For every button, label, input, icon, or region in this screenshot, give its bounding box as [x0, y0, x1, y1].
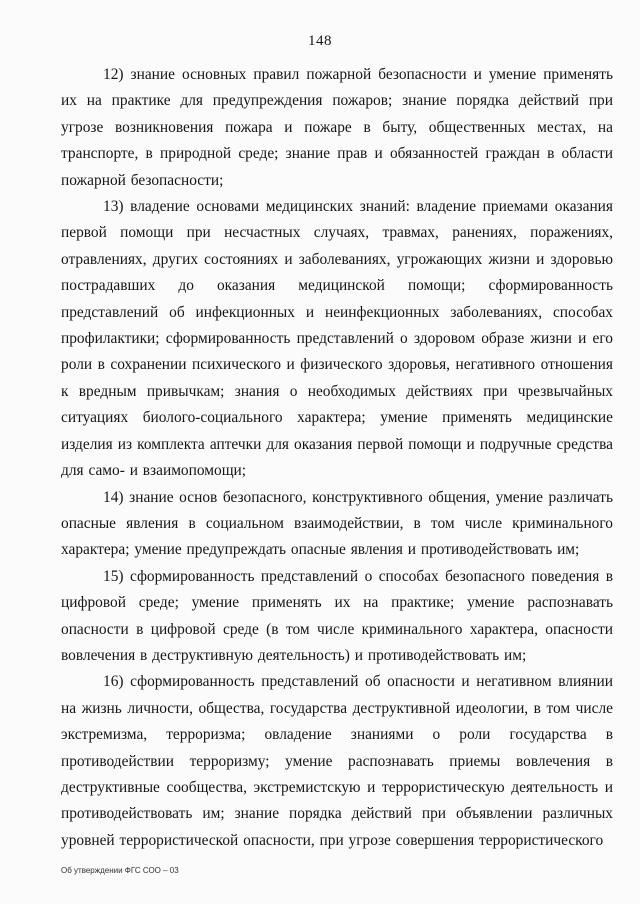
paragraph-item-15: 15) сформированность представлений о способах безопасного поведения в цифровой среде; умение применять их на практике; умение распознавать опасности в цифровой среде (в том числе криминального характера, опасности вовлечения в деструктивную деятельность) и противодействовать им;: [61, 567, 613, 664]
page-footer: Об утверждении ФГС СОО – 03: [61, 866, 179, 875]
paragraph-item-14: 14) знание основ безопасного, конструктивного общения, умение различать опасные явления в социальном взаимодействии, в том числе криминального характера; умение предупреждать опасные явления и противодействовать им;: [61, 488, 613, 559]
paragraph-item-12: 12) знание основных правил пожарной безопасности и умение применять их на практике для предупреждения пожаров; знание порядка действий при угрозе возникновения пожара и пожаре в быту, общественных местах, на транспорте, в природной среде; знание прав и обязанностей граждан в области пожарной безопасности;: [61, 66, 613, 189]
paragraph-item-13: 13) владение основами медицинских знаний: владение приемами оказания первой помощи при несчастных случаях, травмах, ранениях, поражениях, отравлениях, других состояниях и заболеваниях, угрожающих жизни и здоровью пострадавших до оказания медицинской помощи; сформированность представлений об инфекционных и неинфекционных заболеваниях, способах профилактики; сформированность представлений о здоровом образе жизни и его роли в сохранении психического и физического здоровья, негативного отношения к вредным привычкам; знания о необходимых действиях при чрезвычайных ситуациях биолого-социального характера; умение применять медицинские изделия из комплекта аптечки для оказания первой помощи и подручные средства для само- и взаимопомощи;: [61, 198, 613, 480]
document-body: [61, 62, 613, 854]
page-number: 148: [308, 33, 332, 49]
paragraph-item-16: 16) сформированность представлений об опасности и негативном влиянии на жизнь личности, общества, государства деструктивной идеологии, в том числе экстремизма, терроризма; овладение знаниями о роли государства в противодействии терроризму; умение распознавать приемы вовлечения в деструктивные сообщества, экстремистскую и террористическую деятельность и противодействовать им; знание порядка действий при объявлении различных уровней террористической опасности, при угрозе совершения террористического: [61, 673, 613, 849]
